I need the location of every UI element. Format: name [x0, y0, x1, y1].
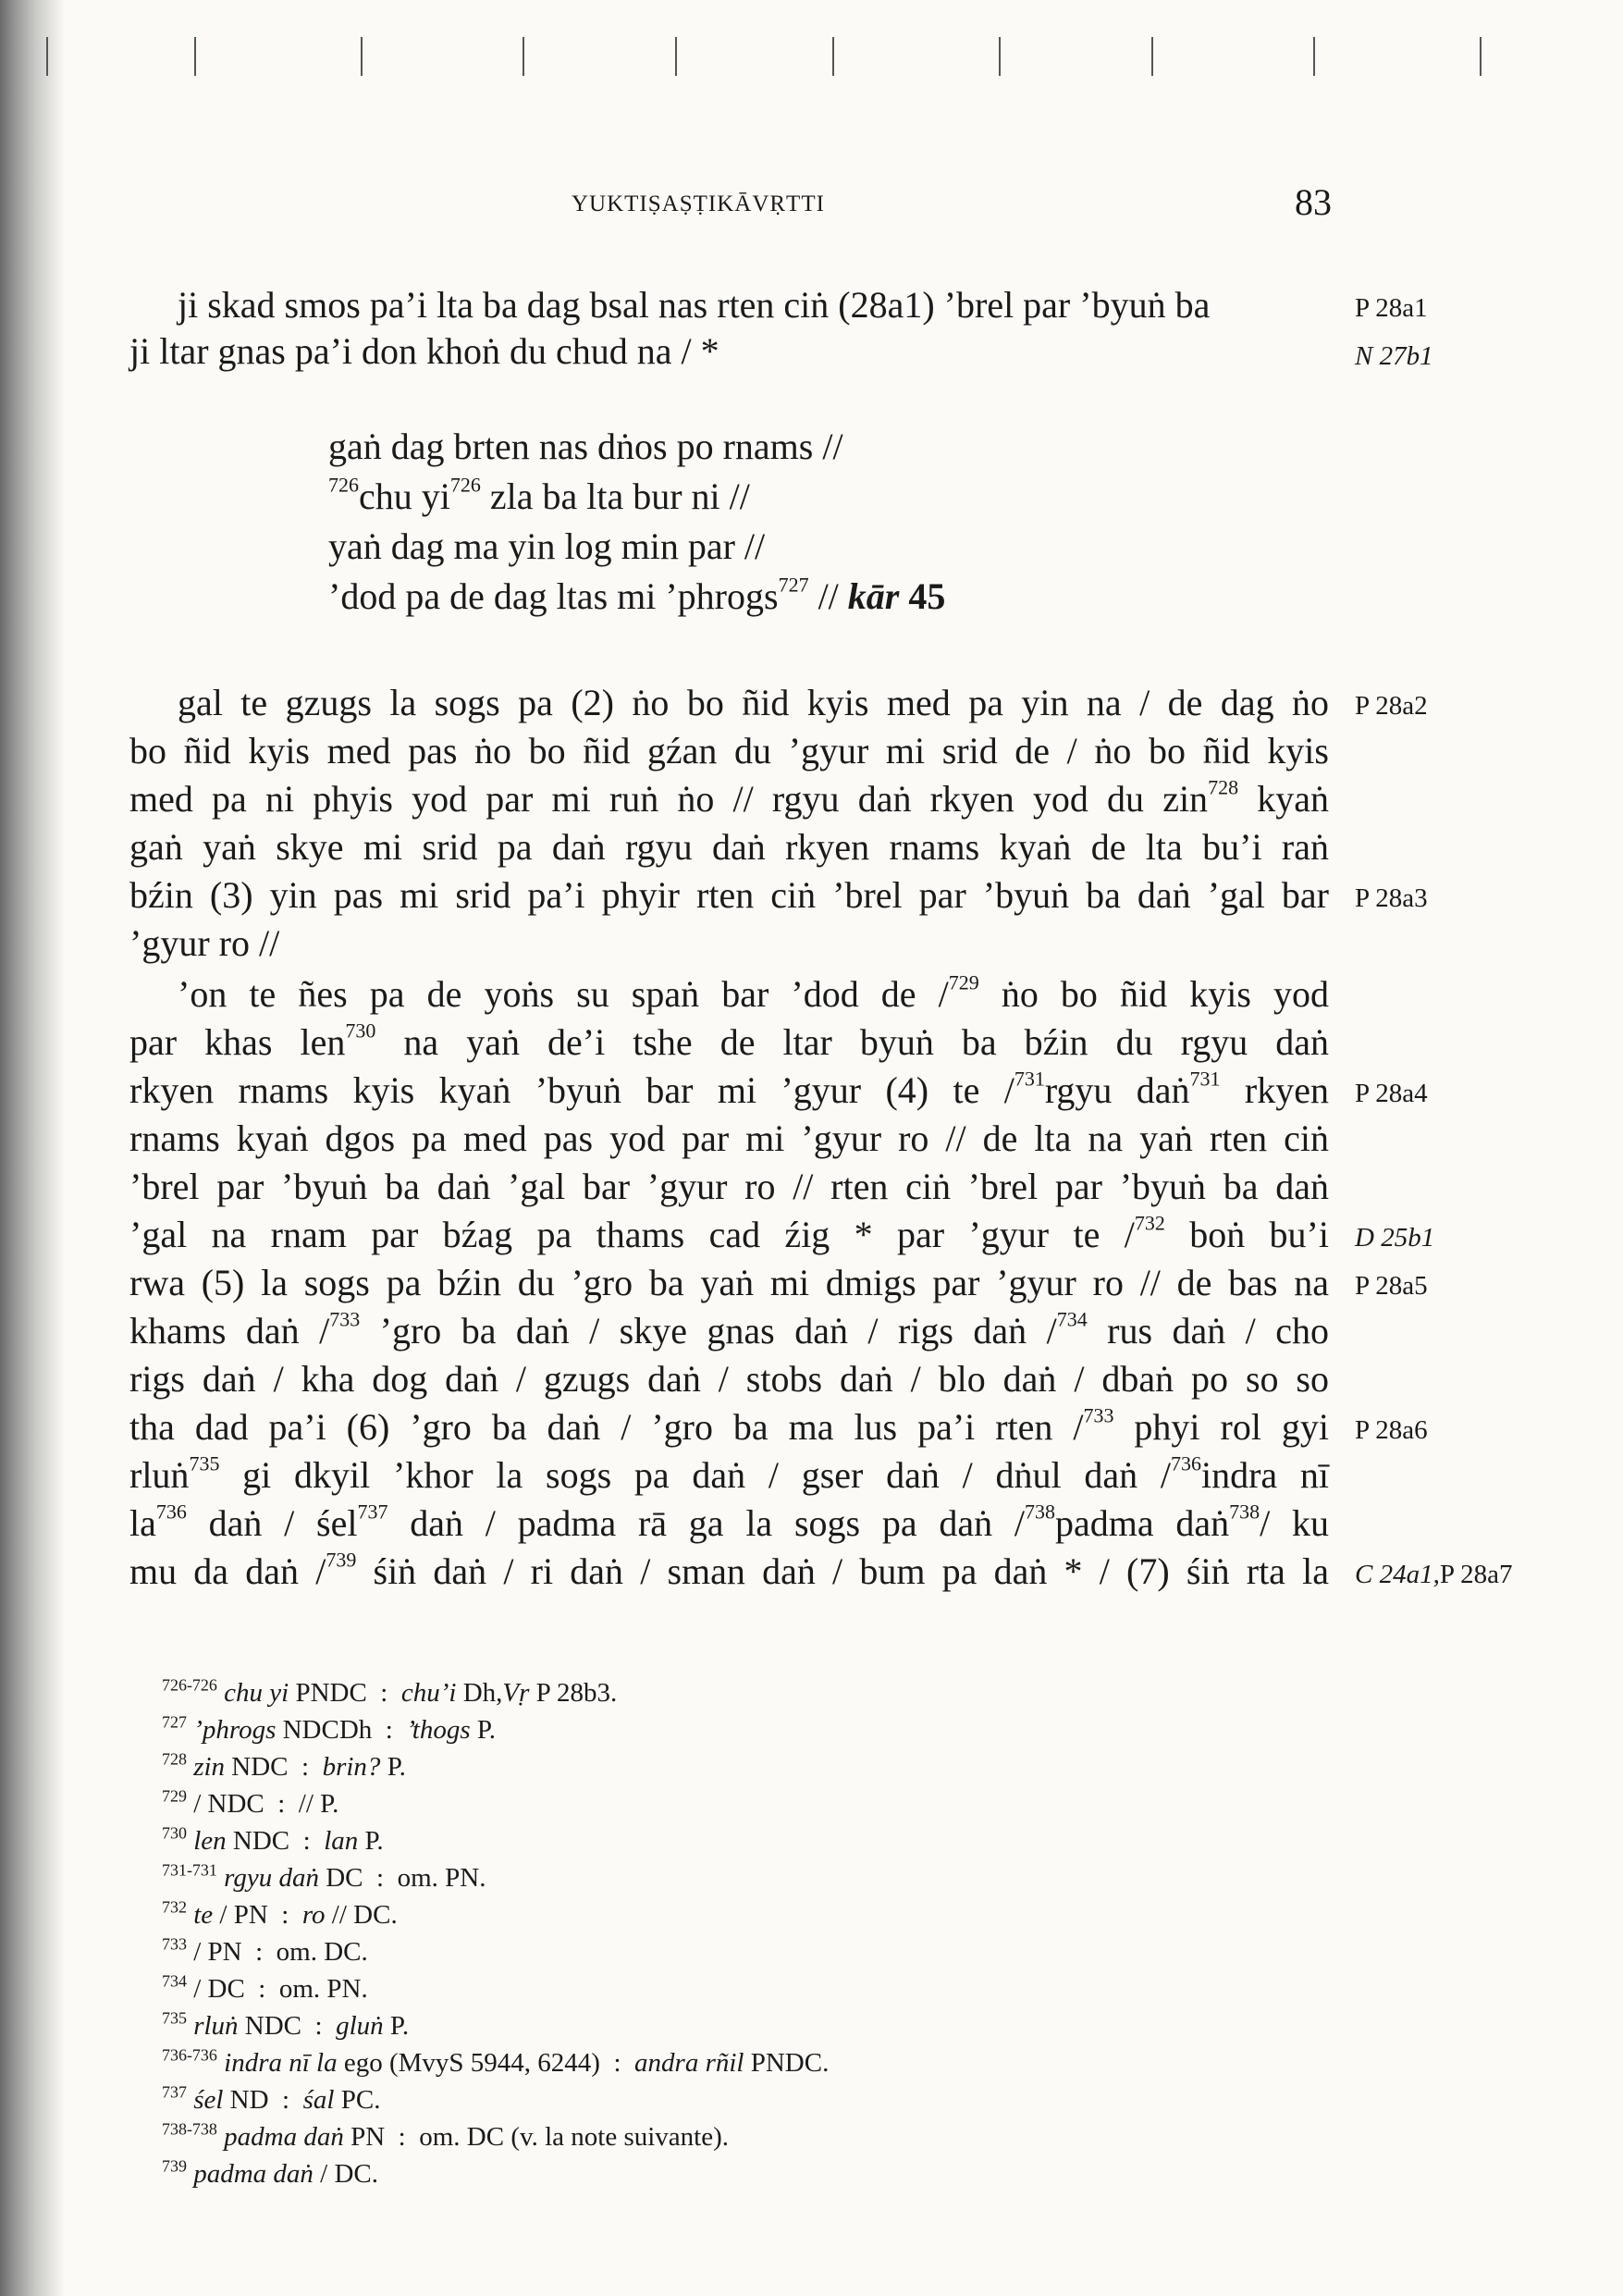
margin-ref: D 25b1 — [1355, 1223, 1435, 1253]
text-line: rwa (5) la sogs pa bźin du ’gro ba yaṅ mi dmigs par ’gyur ro // de bas na — [129, 1262, 1329, 1303]
text-line: tha dad pa’i (6) ’gro ba daṅ / ’gro ba ma lus pa’i rten /$^{733}$ phyi rol gyi — [129, 1403, 1330, 1448]
footnote: $^{727}$ ’phrogs NDCDh : ’thogs P. — [162, 1712, 497, 1745]
verse-line: $^{726}$chu $yi^{726}$ zla ba lta bur ni // — [328, 473, 750, 517]
text-line: ’brel par ’byuṅ ba daṅ ’gal bar ’gyur ro // rten ciṅ ’brel par ’byuṅ ba daṅ — [129, 1166, 1329, 1207]
footnote: $^{734}$ / DC : om. PN. — [162, 1971, 368, 2004]
verse-line: gaṅ dag brten nas dṅos po rnams // — [328, 426, 843, 467]
text-line: rigs daṅ / kha dog daṅ / gzugs daṅ / stobs daṅ / blo daṅ / dbaṅ po so so — [129, 1358, 1329, 1400]
text-line: rkyen rnams kyis kyaṅ ’byuṅ bar mi ’gyur (4) te /$^{731}$rgyu daṅ$^{731}$ rkyen — [129, 1067, 1329, 1111]
text-line: rluṅ$^{735}$ gi dkyil ’khor la sogs pa daṅ / gser daṅ / dṅul daṅ /$^{736}$indra nī — [129, 1451, 1329, 1496]
text-line: med pa ni phyis yod par mi ruṅ ṅo // rgyu daṅ rkyen yod du zin$^{728}$ kyaṅ — [129, 775, 1329, 820]
footnote: $^{731-731}$ rgyu daṅ DC : om. PN. — [162, 1860, 486, 1893]
karika-label: kār — [847, 575, 900, 617]
text-line: mu da daṅ /$^{739}$ śiṅ daṅ / ri daṅ / sman daṅ / bum pa daṅ * / (7) śiṅ rta la — [129, 1548, 1329, 1592]
margin-ref: N 27b1 — [1355, 341, 1433, 371]
text-line: khams daṅ /$^{733}$ ’gro ba daṅ / skye gnas daṅ / rigs daṅ /$^{734}$ rus daṅ / cho — [129, 1307, 1329, 1352]
scan-edge-shadow — [0, 0, 65, 2296]
margin-ref: P 28a4 — [1355, 1079, 1428, 1108]
margin-ref: P 28a1 — [1355, 293, 1428, 323]
footnote: $^{735}$ rluṅ NDC : gluṅ P. — [162, 2008, 410, 2041]
footnote: $^{728}$ zin NDC : brin? P. — [162, 1749, 406, 1782]
text-line: ’gal na rnam par bźag pa thams cad źig * par ’gyur te /$^{732}$ boṅ bu’i — [129, 1211, 1329, 1255]
verse-line: ’dod pa de dag ltas mi ’phrogs$^{727}$ // kār 45 — [328, 573, 946, 617]
scan-top-marks — [37, 37, 1554, 83]
footnote: $^{733}$ / PN : om. DC. — [162, 1934, 368, 1967]
text-line: ji ltar gnas pa’i don khoṅ du chud na / * — [129, 330, 719, 372]
verse-line: yaṅ dag ma yin log min par // — [328, 525, 766, 567]
footnote: $^{729}$ / NDC : // P. — [162, 1786, 339, 1819]
text-line: $la^{736}$ daṅ / śel$^{737}$ daṅ / padma rā ga la sogs pa daṅ /$^{738}$padma daṅ$^{738}$/ ku — [129, 1500, 1329, 1544]
footnote: $^{730}$ len NDC : lan P. — [162, 1823, 384, 1856]
footnote: $^{738-738}$ padma daṅ PN : om. DC (v. la note suivante). — [162, 2119, 729, 2152]
text-line: bźin (3) yin pas mi srid pa’i phyir rten ciṅ ’brel par ’byuṅ ba daṅ ’gal bar — [129, 874, 1329, 916]
margin-ref: P 28a3 — [1355, 883, 1428, 913]
margin-ref: P 28a6 — [1355, 1415, 1428, 1445]
text-line: gaṅ yaṅ skye mi srid pa daṅ rgyu daṅ rkyen rnams kyaṅ de lta bu’i raṅ — [129, 826, 1329, 868]
text-line: ji skad smos pa’i lta ba dag bsal nas rten ciṅ (28a1) ’brel par ’byuṅ ba — [178, 284, 1211, 326]
text-line: ’gyur ro // — [129, 922, 280, 964]
footnote: $^{726-726}$ chu yi PNDC : chu’i Dh,Vṛ P 28b3. — [162, 1675, 618, 1708]
margin-ref: P 28a2 — [1355, 691, 1428, 721]
text-line: gal te gzugs la sogs pa (2) ṅo bo ñid kyis med pa yin na / de dag ṅo — [178, 682, 1329, 723]
margin-ref: P 28a5 — [1355, 1271, 1428, 1301]
karika-number: 45 — [908, 575, 946, 617]
margin-ref: C 24a1,P 28a7 — [1355, 1560, 1513, 1589]
page-header — [129, 180, 1332, 236]
page-number: 83 — [1295, 181, 1332, 223]
footnote: $^{737}$ śel ND : śal PC. — [162, 2082, 381, 2115]
footnote: $^{736-736}$ indra nī la ego (MvyS 5944, 6244) : andra rñil PNDC. — [162, 2045, 830, 2078]
text-line: bo ñid kyis med pas ṅo bo ñid gźan du ’gyur mi srid de / ṅo bo ñid kyis — [129, 730, 1329, 772]
text-line: rnams kyaṅ dgos pa med pas yod par mi ’gyur ro // de lta na yaṅ rten ciṅ — [129, 1117, 1329, 1159]
text-line: par khas len$^{730}$ na yaṅ de’i tshe de ltar byuṅ ba bźin du rgyu daṅ — [129, 1018, 1330, 1063]
footnote: $^{739}$ padma daṅ / DC. — [162, 2156, 378, 2189]
running-title: YUKTIṢAṢṬIKĀVṚTTI — [572, 191, 825, 216]
text-line: ’on te ñes pa de yoṅs su spaṅ bar ’dod de /$^{729}$ ṅo bo ñid kyis yod — [178, 970, 1330, 1015]
footnote: $^{732}$ te / PN : ro // DC. — [162, 1897, 398, 1930]
